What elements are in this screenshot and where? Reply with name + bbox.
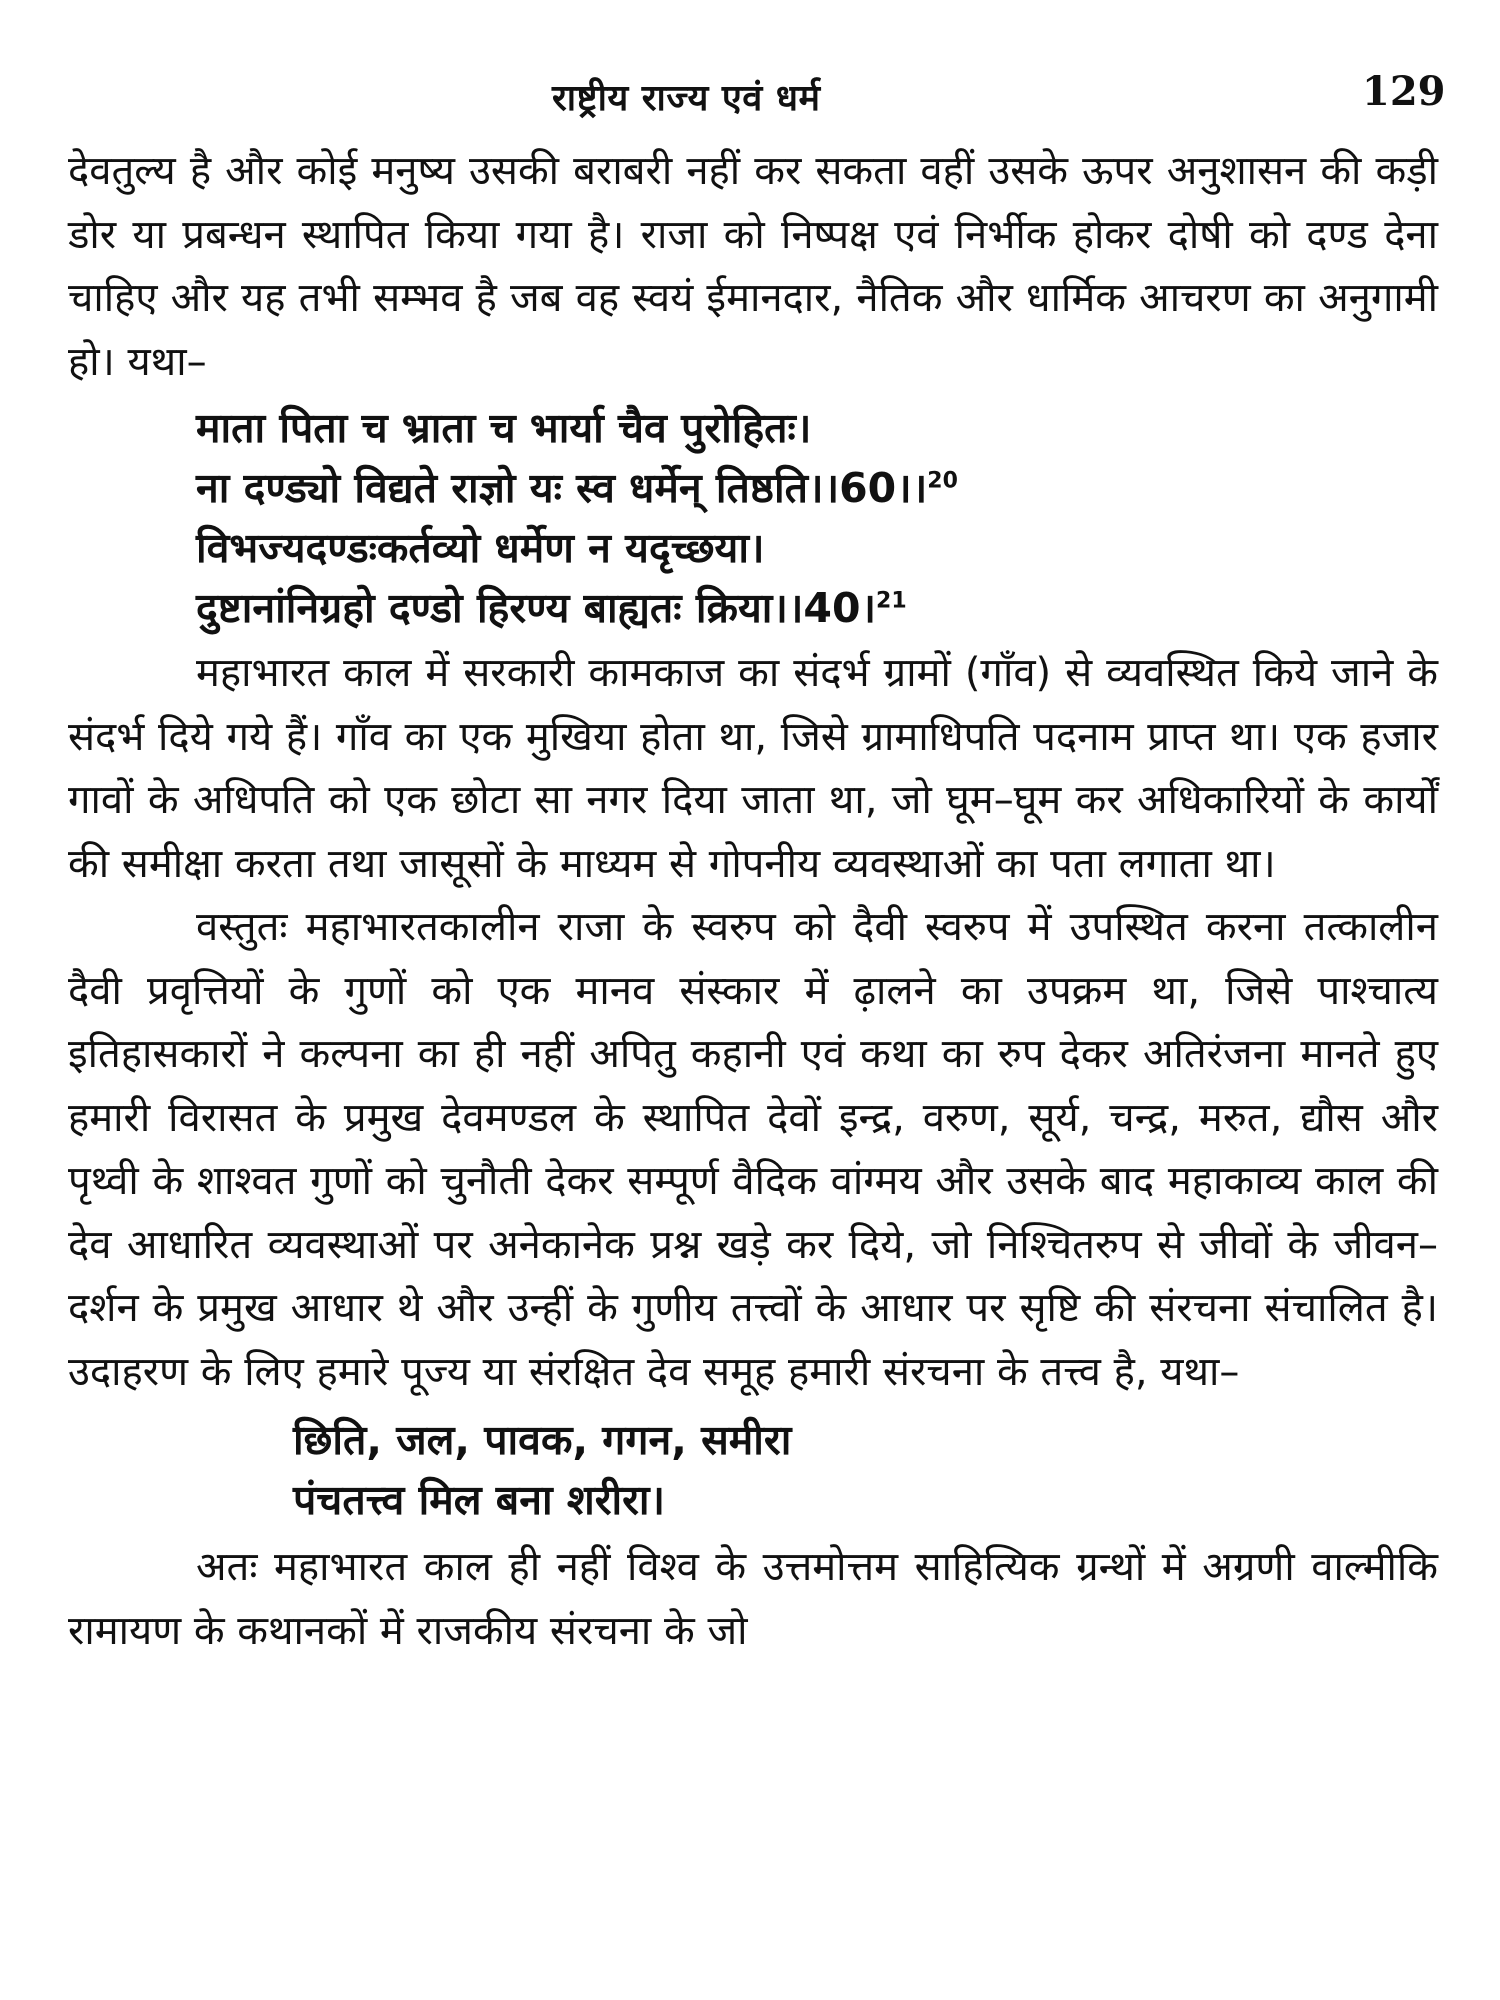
paragraph-4: अतः महाभारत काल ही नहीं विश्व के उत्तमोत्तम साहित्यिक ग्रन्थों में अग्रणी वाल्मीकि रामायण के कथानकों में राजकीय संरचना के जो	[68, 1544, 1438, 1654]
paragraph-1: देवतुल्य है और कोई मनुष्य उसकी बराबरी नहीं कर सकता वहीं उसके ऊपर अनुशासन की कड़ी डोर या प्रबन्धन स्थापित किया गया है। राजा को निष्पक्ष एवं निर्भीक होकर दोषी को दण्ड देना चाहिए और यह तभी सम्भव है जब वह स्वयं ईमानदार, नैतिक और धार्मिक आचरण का अनुगामी हो। यथा–	[68, 148, 1438, 385]
chaupai-line-2: पंचतत्त्व मिल बना शरीरा।	[293, 1476, 666, 1524]
verse-line-1: माता पिता च भ्राता च भार्या चैव पुरोहितः।	[196, 404, 812, 452]
verse-block-chaupai	[68, 1410, 1438, 1530]
verse-block-sanskrit	[68, 398, 1438, 638]
page-number: 129	[1362, 68, 1446, 115]
paragraph-3: वस्तुतः महाभारतकालीन राजा के स्वरुप को दैवी स्वरुप में उपस्थित करना तत्कालीन दैवी प्रवृत्तियों के गुणों को एक मानव संस्कार में ढ़ालने का उपक्रम था, जिसे पाश्चात्य इतिहासकारों ने कल्पना का ही नहीं अपितु कहानी एवं कथा का रुप देकर अतिरंजना मानते हुए हमारी विरासत के प्रमुख देवमण्डल के स्थापित देवों इन्द्र, वरुण, सूर्य, चन्द्र, मरुत, द्यौस और पृथ्वी के शाश्वत गुणों को चुनौती देकर सम्पूर्ण वैदिक वांग्मय और उसके बाद महाकाव्य काल की देव आधारित व्यवस्थाओं पर अनेकानेक प्रश्न खड़े कर दिये, जो निश्चितरुप से जीवों के जीवन–दर्शन के प्रमुख आधार थे और उन्हीं के गुणीय तत्त्वों के आधार पर सृष्टि की संरचना संचालित है। उदाहरण के लिए हमारे पूज्य या संरक्षित देव समूह हमारी संरचना के तत्त्व है, यथा–	[68, 904, 1438, 1395]
running-title: राष्ट्रीय राज्य एवं धर्म	[552, 78, 821, 119]
body-text	[68, 140, 1438, 1663]
paragraph-2: महाभारत काल में सरकारी कामकाज का संदर्भ ग्रामों (गाँव) से व्यवस्थित किये जाने के संदर्भ दिये गये हैं। गाँव का एक मुखिया होता था, जिसे ग्रामाधिपति पदनाम प्राप्त था। एक हजार गावों के अधिपति को एक छोटा सा नगर दिया जाता था, जो घूम–घूम कर अधिकारियों के कार्यों की समीक्षा करता तथा जासूसों के माध्यम से गोपनीय व्यवस्थाओं का पता लगाता था।	[68, 650, 1438, 887]
verse-line-4: दुष्टानांनिग्रहो दण्डो हिरण्य बाह्यतः क्रिया।।40।$^{21}$	[196, 584, 907, 632]
verse-line-2: ना दण्ड्यो विद्यते राज्ञो यः स्व धर्मेन् तिष्ठति।।60।।$^{20}$	[196, 464, 958, 512]
verse-line-3: विभज्यदण्डःकर्तव्यो धर्मेण न यदृच्छया।	[196, 524, 765, 572]
chaupai-line-1: छिति, जल, पावक, गगन, समीरा	[293, 1416, 792, 1464]
footnote-ref-21: 21	[876, 588, 907, 614]
footnote-ref-20: 20	[927, 468, 958, 494]
page-header	[0, 68, 1500, 128]
